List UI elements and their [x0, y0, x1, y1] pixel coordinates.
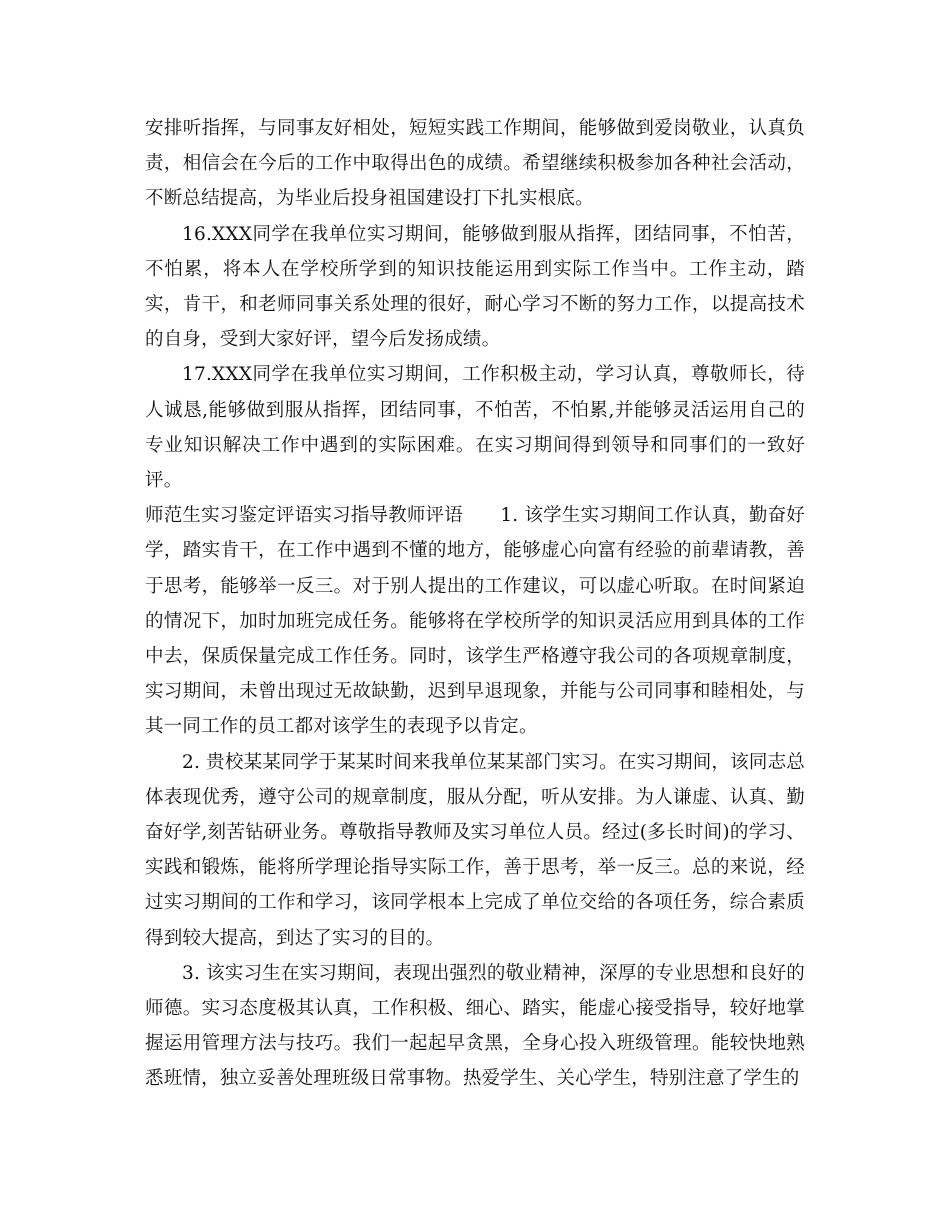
paragraph-continuation: 安排听指挥，与同事友好相处，短短实践工作期间，能够做到爱岗敬业，认真负责，相信会在今后的工作中取得出色的成绩。希望继续积极参加各种社会活动，不断总结提高，为毕业后投身祖国建设打下扎实根底。 [145, 118, 805, 210]
paragraph-comment-3: 3. 该实习生在实习期间，表现出强烈的敬业精神，深厚的专业思想和良好的师德。实习态度极其认真，工作积极、细心、踏实，能虚心接受指导，较好地掌握运用管理方法与技巧。我们一起起早贪黑，全身心投入班级管理。能较快地熟悉班情，独立妥善处理班级日常事物。热爱学生、关心学生，特别注意了学生的 [145, 962, 805, 1090]
paragraph-comment-16: 16.XXX同学在我单位实习期间，能够做到服从指挥，团结同事，不怕苦，不怕累，将本人在学校所学到的知识技能运用到实际工作当中。工作主动，踏实，肯干，和老师同事关系处理的很好，耐心学习不断的努力工作，以提高技术的自身，受到大家好评，望今后发扬成绩。 [145, 223, 805, 351]
document-page [145, 111, 805, 1097]
paragraph-comment-17: 17.XXX同学在我单位实习期间，工作积极主动，学习认真，尊敬师长，待人诚恳,能够做到服从指挥，团结同事，不怕苦，不怕累,并能够灵活运用自己的专业知识解决工作中遇到的实际困难。在实习期间得到领导和同事们的一致好评。 [145, 364, 805, 492]
paragraph-comment-2: 2. 贵校某某同学于某某时间来我单位某某部门实习。在实习期间，该同志总体表现优秀，遵守公司的规章制度，服从分配，听从安排。为人谦虚、认真、勤奋好学,刻苦钻研业务。尊敬指导教师及实习单位人员。经过(多长时间)的学习、实践和锻炼，能将所学理论指导实际工作，善于思考，举一反三。总的来说，经过实习期间的工作和学习，该同学根本上完成了单位交给的各项任务，综合素质得到较大提高，到达了实习的目的。 [145, 751, 805, 949]
paragraph-section-heading-comment-1: 师范生实习鉴定评语实习指导教师评语 1. 该学生实习期间工作认真，勤奋好学，踏实肯干，在工作中遇到不懂的地方，能够虚心向富有经验的前辈请教，善于思考，能够举一反三。对于别人提出的工作建议，可以虚心听取。在时间紧迫的情况下，加时加班完成任务。能够将在学校所学的知识灵活应用到具体的工作中去，保质保量完成工作任务。同时，该学生严格遵守我公司的各项规章制度，实习期间，未曾出现过无故缺勤，迟到早退现象，并能与公司同事和睦相处，与其一同工作的员工都对该学生的表现予以肯定。 [145, 505, 805, 738]
